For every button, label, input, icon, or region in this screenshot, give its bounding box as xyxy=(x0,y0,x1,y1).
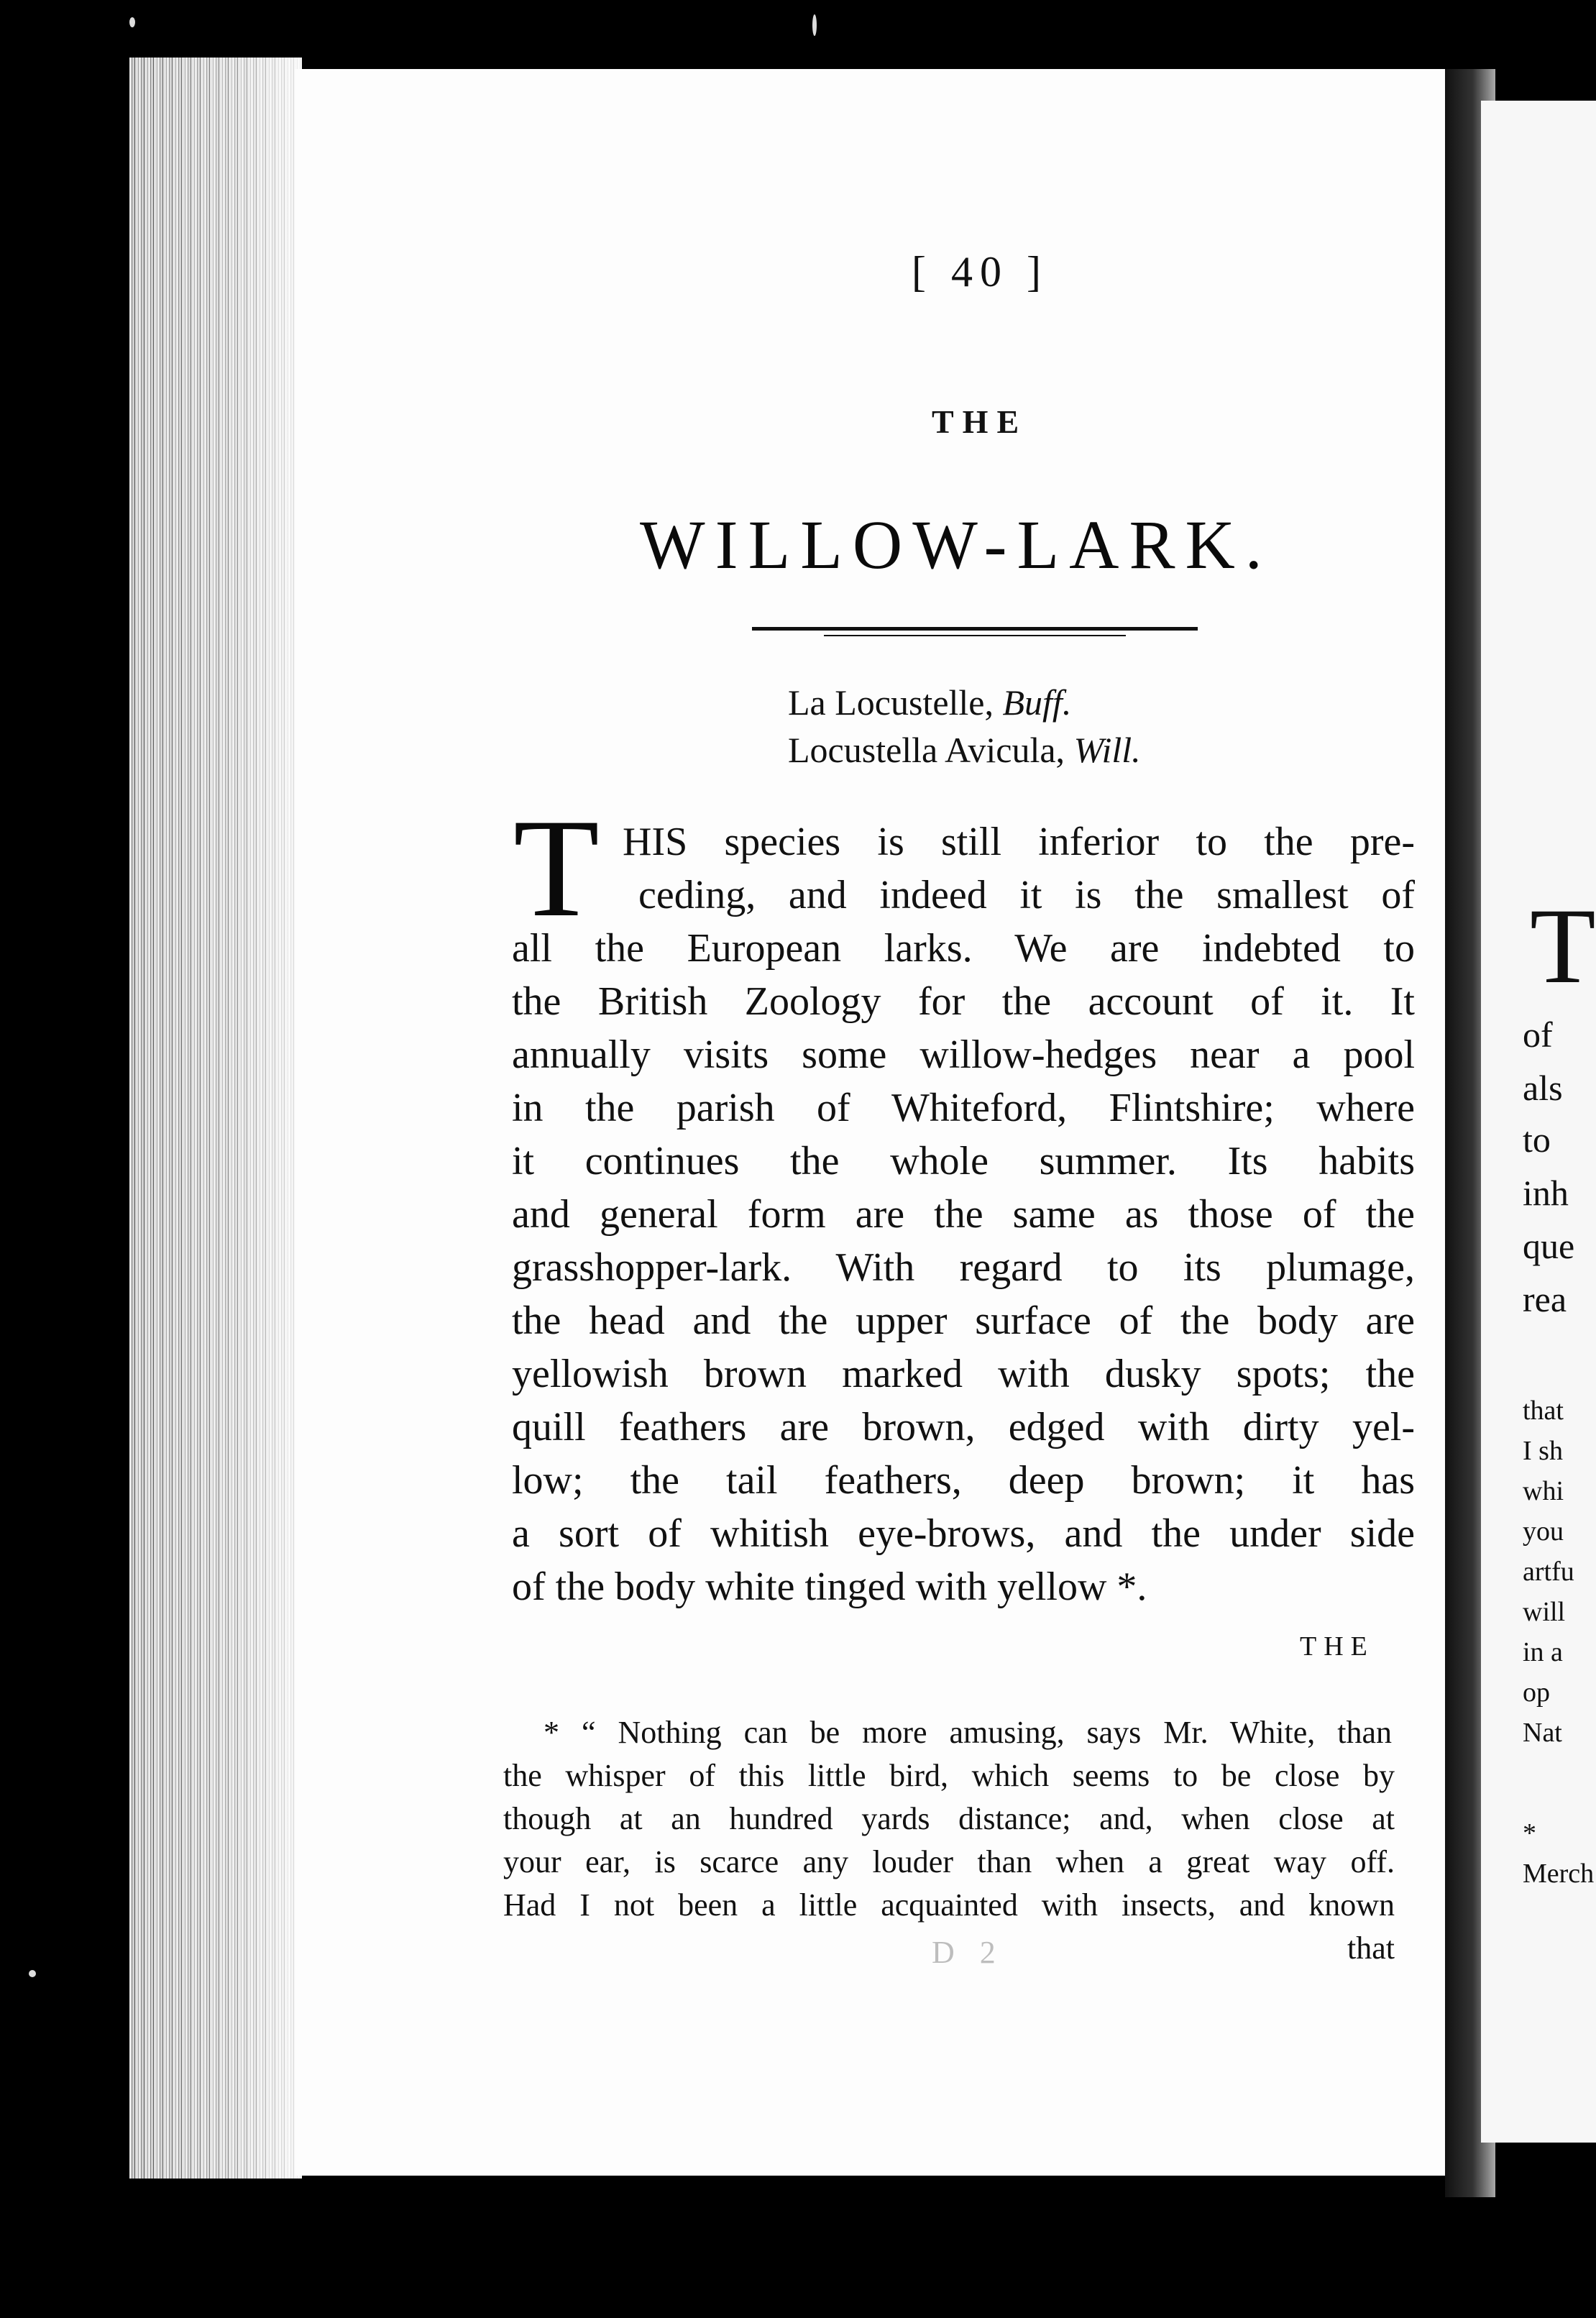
facing-footnote-line: that xyxy=(1523,1396,1564,1426)
signature-mark: D 2 xyxy=(932,1935,1004,1970)
facing-line: of xyxy=(1523,1014,1553,1055)
dust-speck xyxy=(129,17,135,27)
facing-footnote-line: artfu xyxy=(1523,1557,1574,1587)
body-text-line: and general form are the same as those of the xyxy=(512,1192,1415,1237)
body-text-line: it continues the whole summer. Its habits xyxy=(512,1139,1415,1183)
synonym-line xyxy=(788,682,1071,723)
footnote-line: your ear, is scarce any louder than when a great way off. xyxy=(503,1844,1395,1879)
dust-speck xyxy=(812,14,817,36)
footnote-line: * “ Nothing can be more amusing, says Mr. White, than xyxy=(544,1715,1392,1750)
synonym-name: Locustella Avicula, xyxy=(788,730,1074,770)
body-text-line: low; the tail feathers, deep brown; it has xyxy=(512,1458,1415,1503)
footnote-line: the whisper of this little bird, which seems to be close by xyxy=(503,1758,1395,1793)
body-text-line: HIS species is still inferior to the pre- xyxy=(623,820,1415,864)
page-edges xyxy=(129,58,302,2179)
facing-line: que xyxy=(1523,1226,1575,1266)
heading-the: THE xyxy=(932,403,1028,440)
facing-footnote-line: will xyxy=(1523,1597,1566,1627)
synonym-name: La Locustelle, xyxy=(788,682,1003,723)
facing-footnote-line: * xyxy=(1523,1818,1536,1849)
body-text-line: yellowish brown marked with dusky spots; the xyxy=(512,1352,1415,1396)
drop-cap: T xyxy=(513,790,600,946)
body-text-line: the British Zoology for the account of it. It xyxy=(512,979,1415,1024)
facing-footnote-line: Nat xyxy=(1523,1718,1562,1748)
facing-line: to xyxy=(1523,1119,1551,1160)
facing-drop-cap: T xyxy=(1530,887,1596,1006)
body-text-line: annually visits some willow-hedges near a pool xyxy=(512,1032,1415,1077)
body-text-line: in the parish of Whiteford, Flintshire; where xyxy=(512,1086,1415,1130)
footnote-line: that xyxy=(1347,1930,1395,1966)
facing-footnote-line: in a xyxy=(1523,1637,1563,1667)
body-text-line: grasshopper-lark. With regard to its plumage, xyxy=(512,1245,1415,1290)
facing-line: rea xyxy=(1523,1279,1567,1319)
facing-line: inh xyxy=(1523,1173,1569,1213)
page-number: [ 40 ] xyxy=(912,248,1048,296)
facing-line: als xyxy=(1523,1068,1563,1108)
dust-speck xyxy=(29,1970,36,1977)
body-text-line: a sort of whitish eye-brows, and the under side xyxy=(512,1511,1415,1556)
facing-footnote-line: you xyxy=(1523,1516,1564,1547)
synonym-author: Will. xyxy=(1073,730,1141,770)
synonym-author: Buff. xyxy=(1002,682,1072,723)
title-rule xyxy=(752,627,1198,631)
facing-footnote-line: whi xyxy=(1523,1476,1564,1506)
catchword: THE xyxy=(1300,1631,1375,1662)
synonym-line xyxy=(788,729,1141,771)
body-text-line: the head and the upper surface of the body are xyxy=(512,1298,1415,1343)
facing-footnote-line: op xyxy=(1523,1677,1550,1708)
body-text-line: ceding, and indeed it is the smallest of xyxy=(638,873,1415,917)
body-text-line: of the body white tinged with yellow *. xyxy=(512,1565,1147,1609)
footnote-line: Had I not been a little acquainted with insects, and known xyxy=(503,1887,1395,1923)
footnote-line: though at an hundred yards distance; and, when close at xyxy=(503,1801,1395,1836)
chapter-title: WILLOW-LARK. xyxy=(640,506,1272,583)
body-text-line: quill feathers are brown, edged with dirty yel- xyxy=(512,1405,1415,1449)
facing-footnote-line: Merch xyxy=(1523,1859,1595,1889)
body-text-line: all the European larks. We are indebted to xyxy=(512,926,1415,971)
facing-footnote-line: I sh xyxy=(1523,1436,1563,1466)
